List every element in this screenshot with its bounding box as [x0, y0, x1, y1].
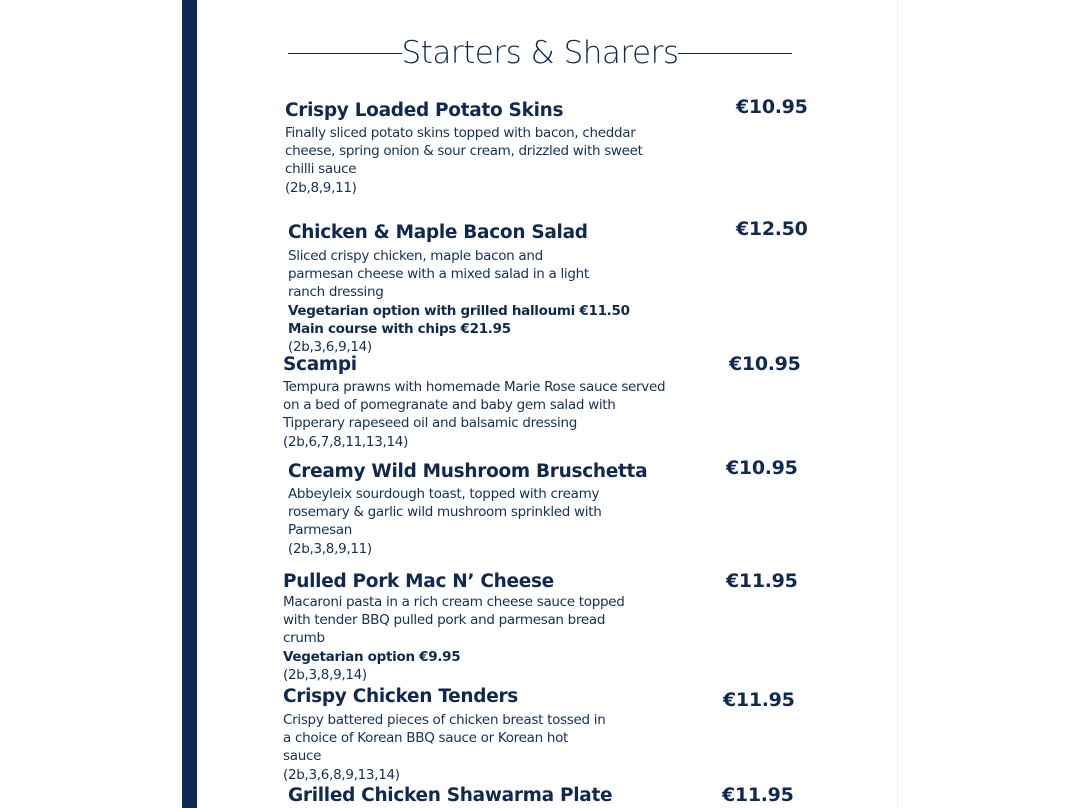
item-note-main-course: Main course with chips €21.95: [288, 320, 511, 337]
item-price: €11.95: [723, 689, 795, 711]
heading-rule-left: [288, 53, 402, 54]
item-allergens: (2b,3,8,9,14): [283, 666, 367, 683]
item-price: €10.95: [736, 96, 808, 118]
item-note-vegetarian: Vegetarian option with grilled halloumi €11.50: [288, 302, 630, 319]
item-name: Pulled Pork Mac N’ Cheese: [283, 571, 554, 592]
item-name: Grilled Chicken Shawarma Plate: [288, 785, 613, 806]
item-price: €10.95: [729, 353, 801, 375]
item-description: Sliced crispy chicken, maple bacon and parmesan cheese with a mixed salad in a light ranch dressing: [288, 248, 589, 301]
item-description: Crispy battered pieces of chicken breast tossed in a choice of Korean BBQ sauce or Korean hot sauce: [283, 712, 606, 765]
item-name: Scampi: [283, 354, 357, 375]
item-description: Finally sliced potato skins topped with bacon, cheddar cheese, spring onion & sour cream, drizzled with sweet chilli sauce: [285, 125, 643, 178]
menu-item-potato-skins: [285, 99, 660, 197]
item-name: Creamy Wild Mushroom Bruschetta: [288, 461, 648, 482]
item-description: Abbeyleix sourdough toast, topped with creamy rosemary & garlic wild mushroom sprinkled with Parmesan: [288, 486, 602, 539]
navy-side-bar: [182, 0, 197, 808]
item-price: €11.95: [722, 784, 794, 806]
item-allergens: (2b,3,8,9,11): [288, 540, 372, 557]
section-heading: [288, 30, 792, 76]
menu-item-mushroom-bruschetta: [288, 460, 658, 558]
menu-item-scampi: [283, 353, 675, 451]
item-note-vegetarian: Vegetarian option €9.95: [283, 648, 461, 665]
menu-item-chicken-tenders: [283, 685, 608, 784]
item-description: Macaroni pasta in a rich cream cheese sauce topped with tender BBQ pulled pork and parmesan bread crumb: [283, 594, 625, 647]
item-price: €11.95: [726, 570, 798, 592]
menu-item-mac-n-cheese: [283, 570, 633, 684]
item-price: €10.95: [726, 457, 798, 479]
page-edge: [897, 0, 898, 808]
item-name: Crispy Chicken Tenders: [283, 686, 519, 707]
item-allergens: (2b,3,6,9,14): [288, 339, 372, 356]
menu-item-chicken-bacon-salad: [288, 221, 630, 356]
item-allergens: (2b,3,6,8,9,13,14): [283, 766, 400, 783]
item-name: Crispy Loaded Potato Skins: [285, 100, 564, 121]
menu-item-shawarma-plate: [288, 784, 678, 808]
item-allergens: (2b,8,9,11): [285, 179, 357, 196]
item-price: €12.50: [736, 218, 808, 240]
section-title: Starters & Sharers: [401, 35, 679, 71]
heading-rule-right: [678, 53, 792, 54]
item-allergens: (2b,6,7,8,11,13,14): [283, 433, 409, 450]
item-name: Chicken & Maple Bacon Salad: [288, 222, 588, 243]
item-description: Tempura prawns with homemade Marie Rose sauce served on a bed of pomegranate and baby gem salad with Tipperary rapeseed oil and balsamic dressing: [283, 379, 666, 432]
